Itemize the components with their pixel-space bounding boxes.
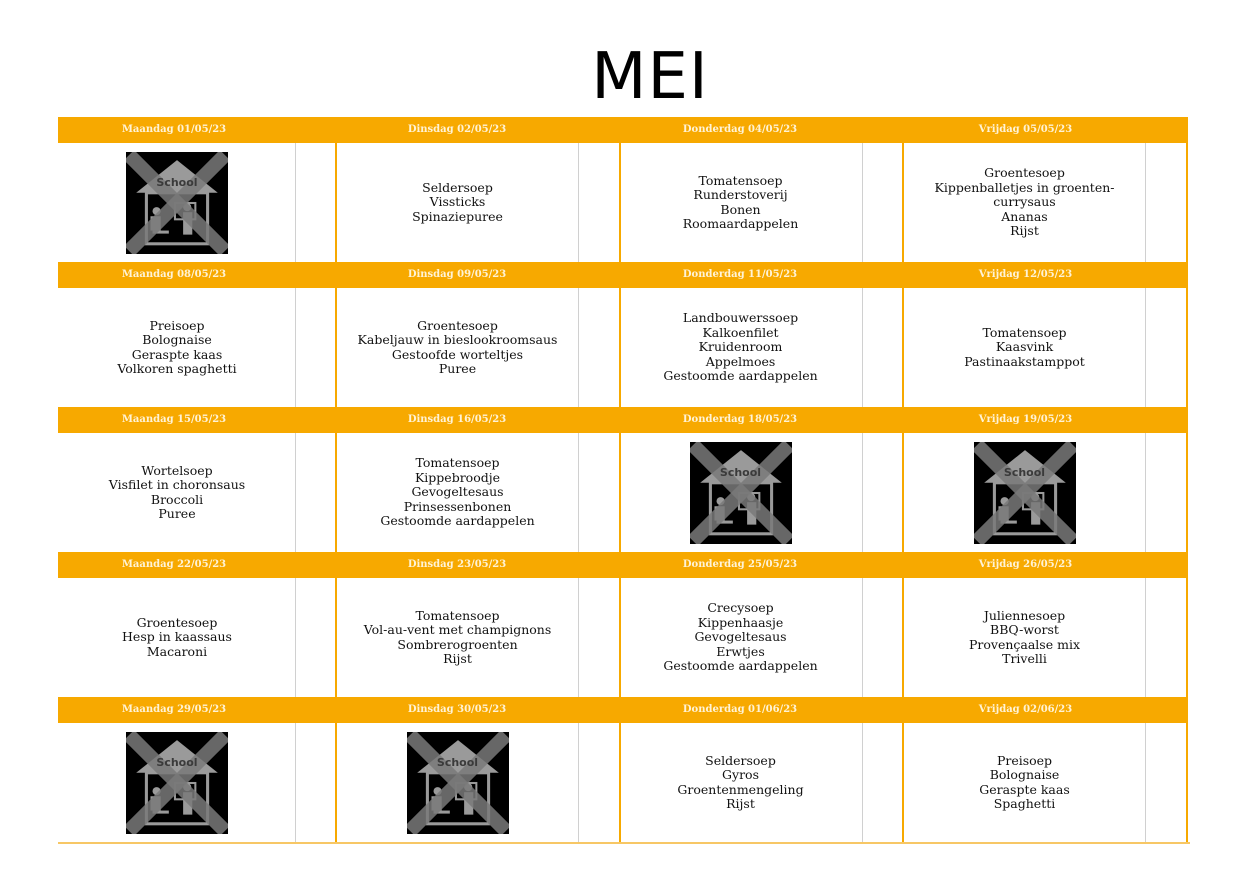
- dish-item: Spaghetti: [993, 796, 1056, 811]
- school-closed-icon: [126, 152, 228, 254]
- dish-item: Preisoep: [996, 752, 1053, 768]
- day-cell: [903, 288, 1146, 407]
- day-header: Vrijdag 12/05/23: [978, 269, 1073, 280]
- day-cell: [58, 288, 296, 407]
- dish-item: Gestoomde aardappelen: [380, 513, 535, 529]
- dish-item: Pastinaakstamppot: [964, 353, 1085, 369]
- grid-line: [578, 578, 579, 697]
- day-cell-closed: [903, 433, 1146, 552]
- dish-item: Gyros: [722, 767, 759, 782]
- school-closed-icon: [690, 442, 792, 544]
- day-cell: [903, 578, 1146, 697]
- dish-item: Volkoren spaghetti: [117, 361, 237, 376]
- week-row: [58, 117, 1190, 262]
- day-header: Donderdag 11/05/23: [682, 269, 798, 280]
- dish-item: Macaroni: [146, 643, 208, 659]
- column-divider: [1186, 552, 1188, 697]
- dish-item: Gestoofde worteltjes: [391, 346, 524, 362]
- dish-item: Appelmoes: [705, 353, 776, 369]
- dish-item: Spinaziepuree: [412, 208, 503, 224]
- dish-item: Visfilet in choronsaus: [108, 477, 246, 492]
- dish-item: Hesp in kaassaus: [122, 629, 232, 645]
- grid-line: [862, 578, 863, 697]
- dish-item: Landbouwerssoep: [682, 310, 799, 326]
- dish-item: Geraspte kaas: [979, 781, 1070, 797]
- day-cell: [58, 578, 296, 697]
- dish-item: Tomatensoep: [982, 324, 1067, 340]
- dish-item: Seldersoep: [422, 179, 493, 195]
- day-header: Maandag 22/05/23: [121, 559, 227, 570]
- dish-item: Bolognaise: [989, 767, 1060, 782]
- day-cell-closed: [337, 723, 578, 842]
- school-sign-label: School: [719, 465, 762, 479]
- dish-item: Bonen: [720, 201, 761, 217]
- grid-line: [578, 143, 579, 262]
- dish-item: Gestoomde aardappelen: [663, 368, 818, 384]
- day-cell-closed: [620, 433, 861, 552]
- grid-line: [578, 288, 579, 407]
- dish-item: Gestoomde aardappelen: [663, 658, 818, 674]
- school-sign-label: School: [436, 755, 479, 769]
- dish-item: Seldersoep: [705, 752, 776, 768]
- dish-item: Prinsessenbonen: [403, 498, 512, 514]
- week-row: [58, 262, 1190, 407]
- school-closed-icon: [407, 732, 509, 834]
- dish-item: Puree: [158, 506, 196, 521]
- grid-line: [862, 143, 863, 262]
- day-cell: [903, 723, 1146, 842]
- day-header: Dinsdag 16/05/23: [407, 414, 507, 425]
- dish-item: Wortelsoep: [141, 462, 213, 478]
- day-cell: [620, 288, 861, 407]
- dish-item: Tomatensoep: [698, 172, 783, 188]
- day-cell: [903, 143, 1146, 262]
- page-title: MEI: [591, 40, 709, 114]
- school-sign-label: School: [156, 175, 198, 189]
- column-divider: [1186, 117, 1188, 262]
- day-header: Maandag 15/05/23: [121, 414, 227, 425]
- dish-item: Rijst: [726, 796, 755, 811]
- dish-item: Roomaardappelen: [682, 216, 799, 231]
- table-bottom-border: [58, 842, 1190, 844]
- dish-item: Tomatensoep: [415, 455, 500, 471]
- dish-item: Provençaalse mix: [968, 636, 1080, 652]
- grid-line: [862, 723, 863, 842]
- dish-item: Gevogeltesaus: [694, 629, 787, 645]
- dish-item: Groentenmengeling: [677, 781, 804, 797]
- day-header: Vrijdag 05/05/23: [978, 124, 1073, 135]
- day-header: Dinsdag 23/05/23: [407, 559, 507, 570]
- dish-item: Broccoli: [150, 491, 204, 507]
- dish-item: Geraspte kaas: [131, 346, 223, 362]
- dish-item: Tomatensoep: [415, 607, 500, 623]
- day-header: Maandag 08/05/23: [121, 269, 227, 280]
- dish-item: Puree: [438, 361, 477, 376]
- day-header: Dinsdag 30/05/23: [407, 704, 507, 715]
- grid-line: [862, 288, 863, 407]
- grid-line: [578, 723, 579, 842]
- week-row: [58, 407, 1190, 552]
- dish-item: Ananas: [1001, 208, 1048, 224]
- day-header: Donderdag 04/05/23: [682, 124, 798, 135]
- day-cell-closed: [58, 723, 296, 842]
- day-cell: [620, 143, 861, 262]
- school-sign-label: School: [156, 755, 198, 769]
- dish-item: Kabeljauw in bieslookroomsaus: [357, 332, 558, 347]
- day-cell: [337, 578, 578, 697]
- dish-item: Bolognaise: [142, 332, 212, 347]
- dish-item: Sombrerogroenten: [397, 636, 518, 652]
- day-header: Dinsdag 02/05/23: [407, 124, 507, 135]
- day-header: Vrijdag 02/06/23: [978, 704, 1073, 715]
- week-row: [58, 552, 1190, 697]
- school-closed-icon: [126, 732, 228, 834]
- week-row: [58, 697, 1190, 842]
- day-header: Vrijdag 19/05/23: [978, 414, 1073, 425]
- dish-item: Groentesoep: [984, 165, 1065, 181]
- dish-item: Juliennesoep: [983, 607, 1066, 623]
- day-cell-closed: [58, 143, 296, 262]
- dish-item: Erwtjes: [716, 643, 765, 659]
- day-cell: [58, 433, 296, 552]
- day-header: Donderdag 01/06/23: [682, 704, 798, 715]
- day-cell: [620, 723, 861, 842]
- dish-item: Kippenballetjes in groenten-: [934, 179, 1115, 195]
- day-cell: [337, 143, 578, 262]
- dish-item: Kippenhaasje: [697, 614, 784, 630]
- dish-item: Trivelli: [1002, 651, 1047, 666]
- grid-line: [862, 433, 863, 552]
- dish-item: Vissticks: [429, 194, 486, 210]
- column-divider: [1186, 407, 1188, 552]
- dish-item: Runderstoverij: [693, 187, 788, 202]
- day-header: Dinsdag 09/05/23: [407, 269, 507, 280]
- day-header: Donderdag 18/05/23: [682, 414, 798, 425]
- school-closed-icon: [974, 442, 1076, 544]
- day-header: Vrijdag 26/05/23: [978, 559, 1073, 570]
- day-header: Maandag 29/05/23: [121, 704, 227, 715]
- dish-item: Preisoep: [149, 317, 205, 333]
- grid-line: [578, 433, 579, 552]
- school-sign-label: School: [1003, 465, 1046, 479]
- day-header: Donderdag 25/05/23: [682, 559, 798, 570]
- dish-item: Rijst: [1010, 223, 1039, 239]
- menu-grid: [58, 117, 1190, 842]
- day-cell: [337, 288, 578, 407]
- day-header: Maandag 01/05/23: [121, 124, 227, 135]
- column-divider: [1186, 697, 1188, 842]
- dish-item: Kruidenroom: [698, 339, 783, 355]
- dish-item: Groentesoep: [136, 614, 218, 630]
- dish-item: Kippebroodje: [414, 469, 501, 485]
- dish-item: Crecysoep: [707, 600, 774, 616]
- dish-item: Vol-au-vent met champignons: [363, 622, 552, 637]
- day-cell: [620, 578, 861, 697]
- dish-item: Rijst: [443, 651, 472, 666]
- dish-item: currysaus: [993, 194, 1056, 210]
- dish-item: Kalkoenfilet: [702, 324, 779, 340]
- column-divider: [1186, 262, 1188, 407]
- dish-item: BBQ-worst: [990, 622, 1059, 637]
- day-cell: [337, 433, 578, 552]
- dish-item: Groentesoep: [417, 317, 498, 333]
- dish-item: Kaasvink: [995, 339, 1054, 355]
- dish-item: Gevogeltesaus: [411, 484, 504, 500]
